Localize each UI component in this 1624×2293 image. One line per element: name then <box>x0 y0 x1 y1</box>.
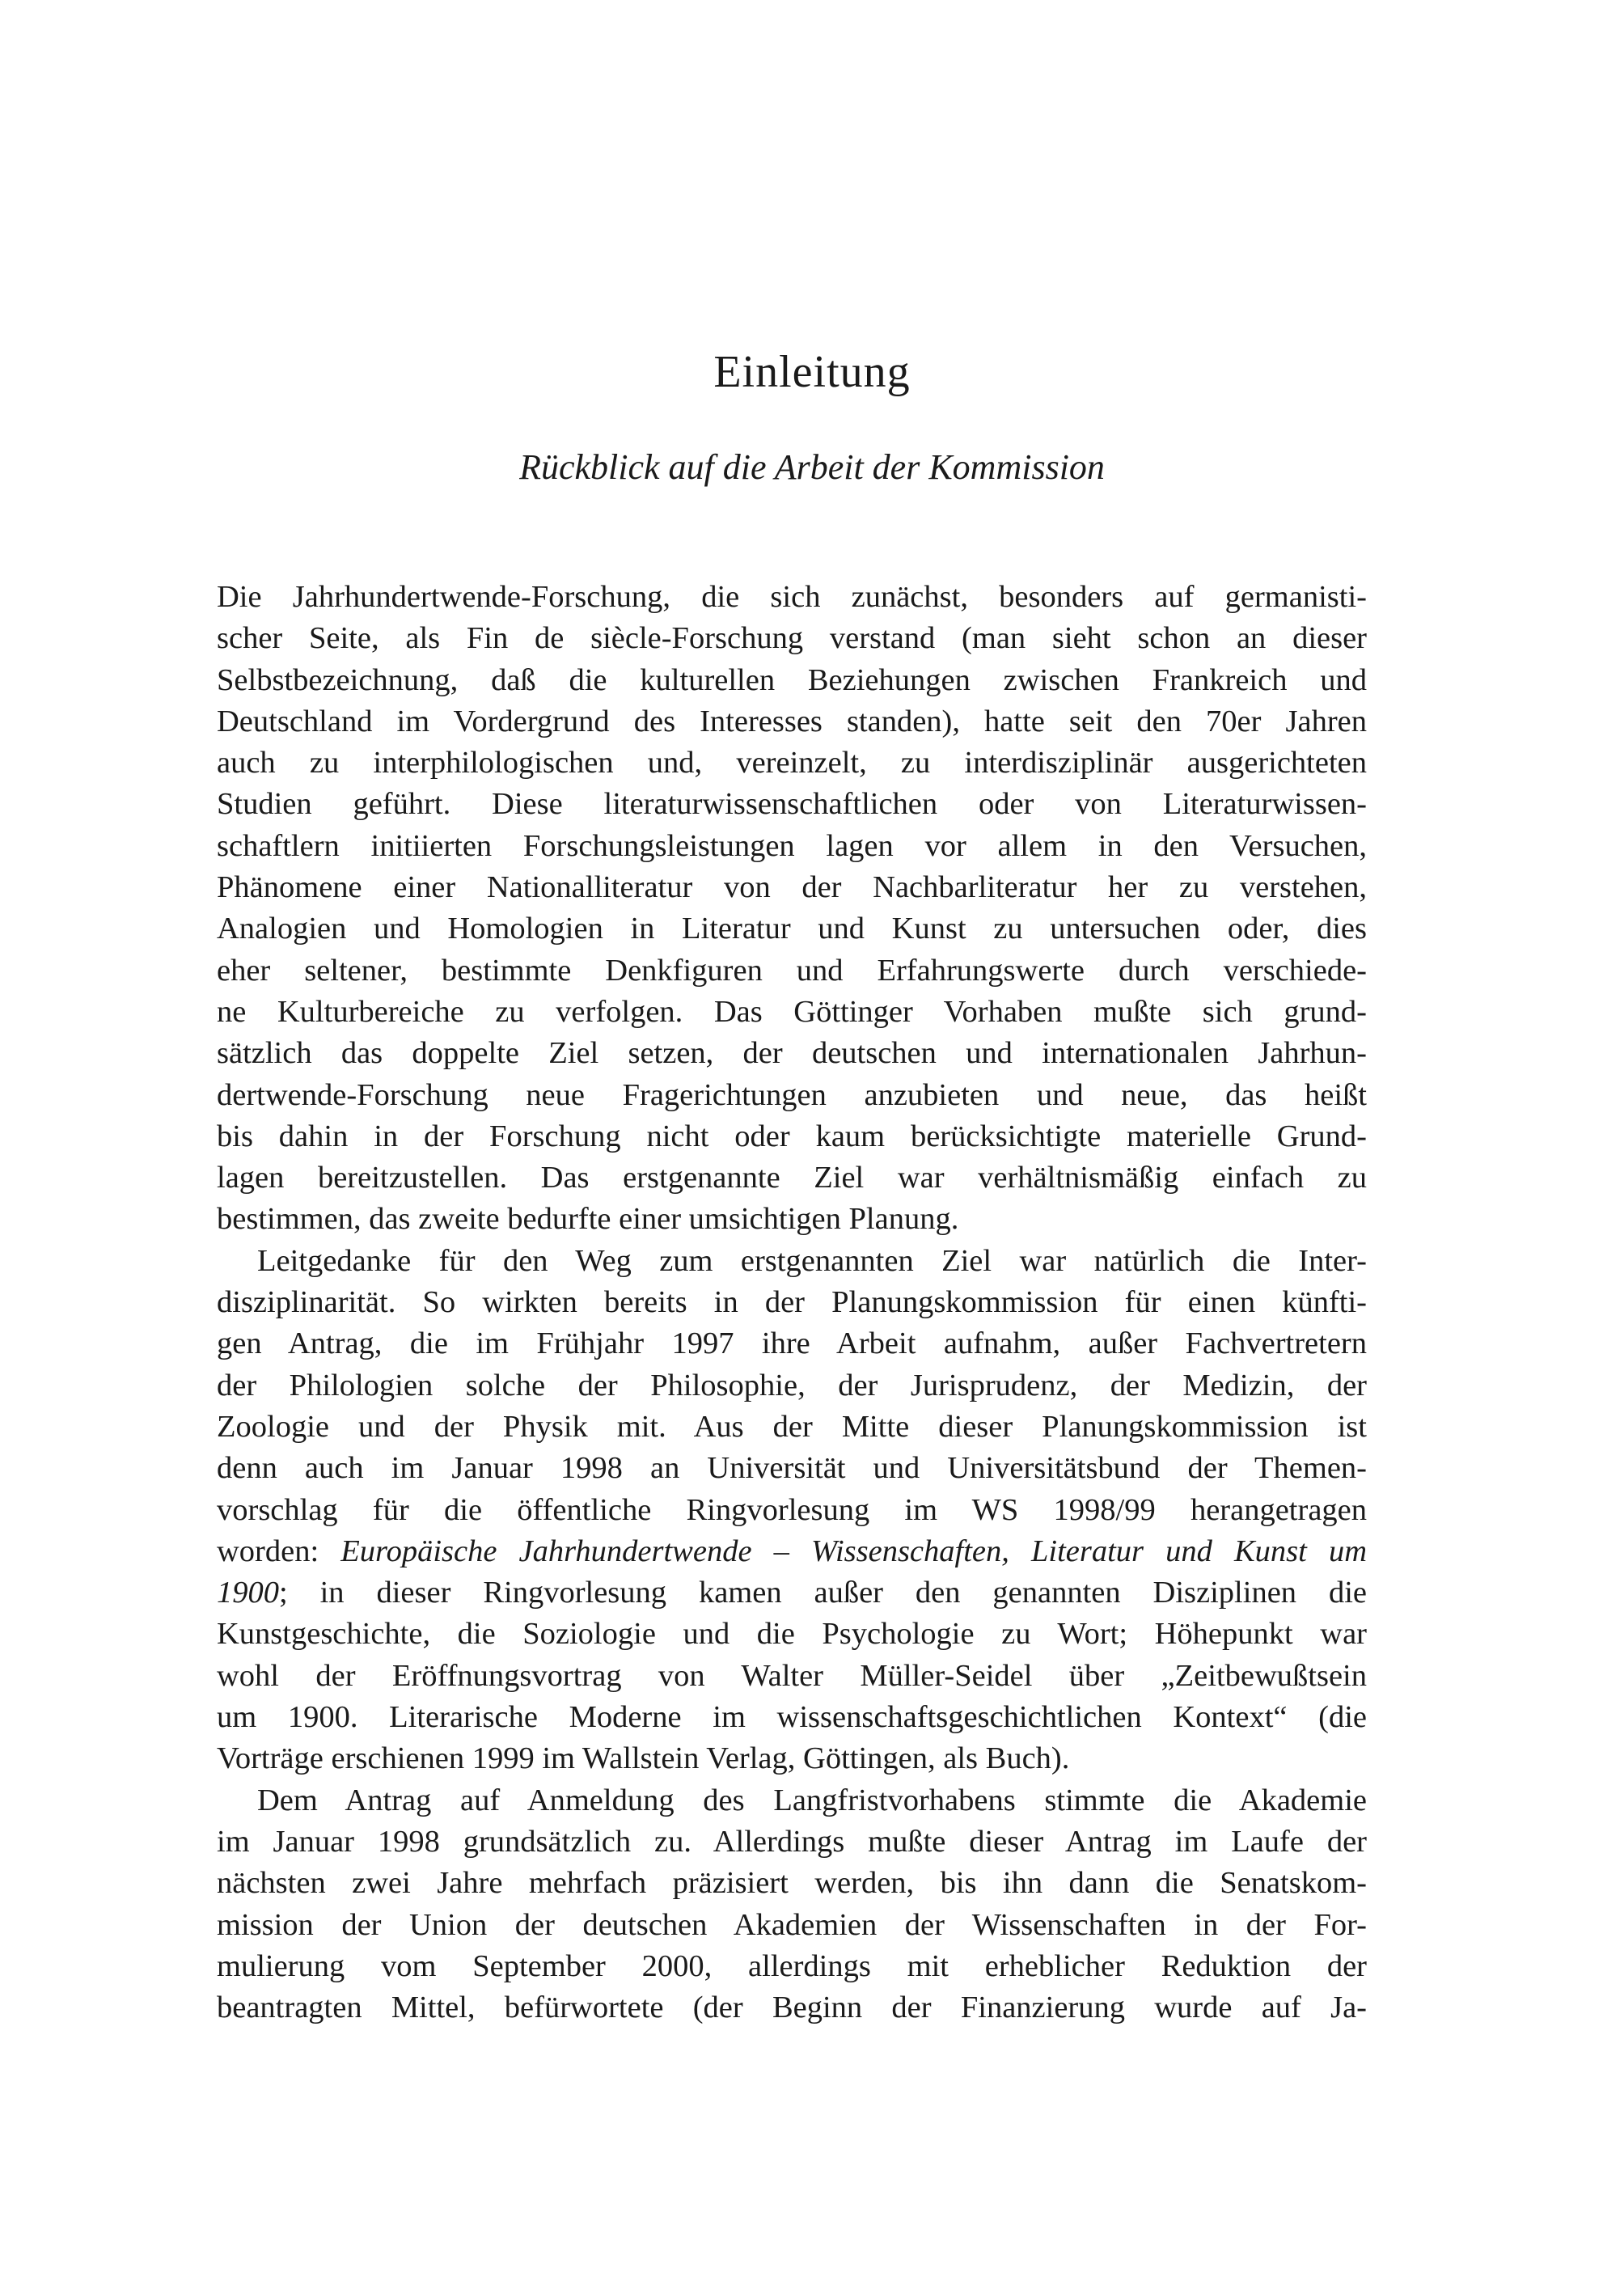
text-line: vorschlag für die öffentliche Ringvorlesung im WS 1998/99 herangetragen <box>217 1492 1367 1527</box>
text-line: Zoologie und der Physik mit. Aus der Mitte dieser Planungskommission ist <box>217 1409 1367 1444</box>
text-line: Kunstgeschichte, die Soziologie und die Psychologie zu Wort; Höhepunkt war <box>217 1617 1367 1652</box>
italic-title-run: Europäische Jahrhundertwende – Wissenschaften, Literatur und Kunst um <box>340 1534 1367 1568</box>
text-line <box>217 1531 1367 1572</box>
text-line: Die Jahrhundertwende-Forschung, die sich zunächst, besonders auf germanisti- <box>217 580 1367 614</box>
text-line: Selbstbezeichnung, daß die kulturellen Beziehungen zwischen Frankreich und <box>217 662 1367 697</box>
text-line: bestimmen, das zweite bedurfte einer umsichtigen Planung. <box>217 1202 959 1237</box>
text-line: der Philologien solche der Philosophie, der Jurisprudenz, der Medizin, der <box>217 1368 1367 1402</box>
text-line: im Januar 1998 grundsätzlich zu. Allerdings mußte dieser Antrag im Laufe der <box>217 1824 1367 1859</box>
text-line: Dem Antrag auf Anmeldung des Langfristvorhabens stimmte die Akademie <box>257 1783 1367 1817</box>
chapter-subtitle: Rückblick auf die Arbeit der Kommission <box>519 447 1105 487</box>
text-line: gen Antrag, die im Frühjahr 1997 ihre Arbeit aufnahm, außer Fachvertretern <box>217 1326 1367 1361</box>
text-line: Studien geführt. Diese literaturwissenschaftlichen oder von Literaturwissen- <box>217 787 1367 822</box>
text-line: denn auch im Januar 1998 an Universität und Universitätsbund der Themen- <box>217 1451 1367 1486</box>
chapter-title: Einleitung <box>713 347 911 397</box>
text-line: Phänomene einer Nationalliteratur von der Nachbarliteratur her zu verstehen, <box>217 870 1367 905</box>
text-line: sätzlich das doppelte Ziel setzen, der deutschen und internationalen Jahrhun- <box>217 1036 1367 1071</box>
text-line: lagen bereitzustellen. Das erstgenannte Ziel war verhältnismäßig einfach zu <box>217 1161 1367 1195</box>
text-line: beantragten Mittel, befürwortete (der Beginn der Finanzierung wurde auf Ja- <box>217 1991 1367 2025</box>
text-line: mission der Union der deutschen Akademien der Wissenschaften in der For- <box>217 1907 1367 1942</box>
text-line: Vorträge erschienen 1999 im Wallstein Verlag, Göttingen, als Buch). <box>217 1741 1070 1776</box>
italic-title-run: 1900 <box>217 1576 279 1610</box>
text-line <box>217 1572 1367 1614</box>
text-line: dertwende-Forschung neue Fragerichtungen anzubieten und neue, das heißt <box>217 1077 1367 1112</box>
text-line: auch zu interphilologischen und, vereinzelt, zu interdisziplinär ausgerichteten <box>217 746 1367 781</box>
text-line: bis dahin in der Forschung nicht oder kaum berücksichtigte materielle Grund- <box>217 1119 1367 1153</box>
text-line: wohl der Eröffnungsvortrag von Walter Müller-Seidel über „Zeitbewußtsein <box>217 1658 1367 1693</box>
text-line: schaftlern initiierten Forschungsleistungen lagen vor allem in den Versuchen, <box>217 828 1367 863</box>
text-line: nächsten zwei Jahre mehrfach präzisiert werden, bis ihn dann die Senatskom- <box>217 1866 1367 1901</box>
text-line: Analogien und Homologien in Literatur und Kunst zu untersuchen oder, dies <box>217 912 1367 946</box>
text-line: eher seltener, bestimmte Denkfiguren und Erfahrungswerte durch verschiede- <box>217 953 1367 988</box>
text-run: ; in dieser Ringvorlesung kamen außer den genannten Disziplinen die <box>279 1576 1367 1610</box>
text-line: ne Kulturbereiche zu verfolgen. Das Göttinger Vorhaben mußte sich grund- <box>217 994 1367 1029</box>
body-text <box>217 577 1367 2029</box>
text-line: Deutschland im Vordergrund des Interesses standen), hatte seit den 70er Jahren <box>217 704 1367 738</box>
text-line: um 1900. Literarische Moderne im wissenschaftsgeschichtlichen Kontext“ (die <box>217 1700 1367 1735</box>
text-line: disziplinarität. So wirkten bereits in der Planungskommission für einen künfti- <box>217 1285 1367 1320</box>
text-line: Leitgedanke für den Weg zum erstgenannten Ziel war natürlich die Inter- <box>257 1243 1367 1278</box>
text-line: mulierung vom September 2000, allerdings mit erheblicher Reduktion der <box>217 1948 1367 1983</box>
text-run: worden: <box>217 1534 341 1568</box>
text-line: scher Seite, als Fin de siècle-Forschung verstand (man sieht schon an dieser <box>217 621 1367 656</box>
